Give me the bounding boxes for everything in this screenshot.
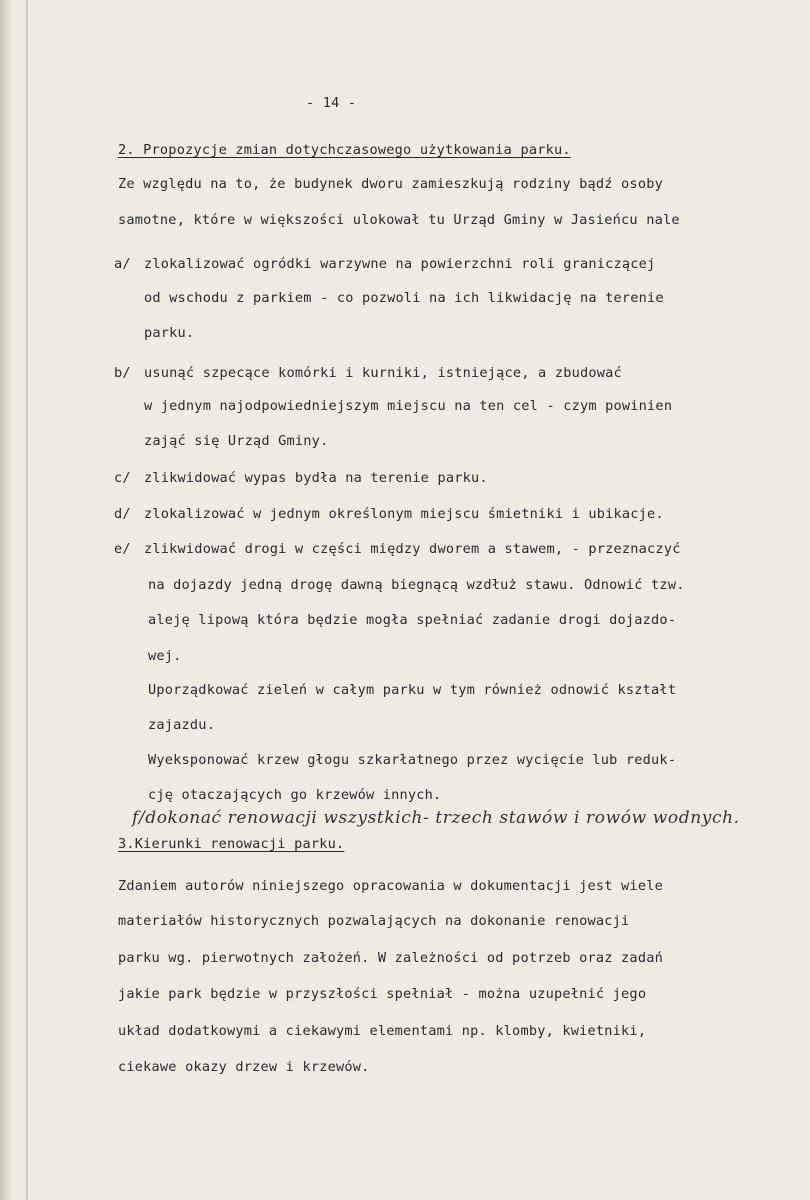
item-e-line-1: zlikwidować drogi w części między dworem a stawem, - przeznaczyć xyxy=(144,541,681,557)
item-e-line-3: aleję lipową która będzie mogła spełniać zadanie drogi dojazdo- xyxy=(148,612,677,628)
item-c-line-1: zlikwidować wypas bydła na terenie parku. xyxy=(144,470,488,486)
item-e-line-2: na dojazdy jedną drogę dawną biegnącą wzdłuż stawu. Odnowić tzw. xyxy=(148,577,685,593)
item-e-line-6: zajazdu. xyxy=(148,717,216,733)
item-e-marker: e/ xyxy=(114,541,131,557)
item-e-line-4: wej. xyxy=(148,648,182,664)
item-c-marker: c/ xyxy=(114,470,131,486)
paragraph-line-5: układ dodatkowymi a ciekawymi elementami np. klomby, kwietniki, xyxy=(118,1023,647,1039)
item-d-line-1: zlokalizować w jednym określonym miejscu śmietniki i ubikacje. xyxy=(144,506,664,522)
intro-line-1: Ze względu na to, że budynek dworu zamieszkują rodziny bądź osoby xyxy=(118,176,663,192)
item-e-line-7: Wyeksponować krzew głogu szkarłatnego przez wycięcie lub reduk- xyxy=(148,752,677,768)
paragraph-line-4: jakie park będzie w przyszłości spełniał - można uzupełnić jego xyxy=(118,986,647,1002)
item-e-line-1-clip xyxy=(144,537,810,563)
intro-line-2: samotne, które w większości ulokował tu Urząd Gminy w Jasieńcu nale xyxy=(118,212,680,228)
paragraph-line-3: parku wg. pierwotnych założeń. W zależności od potrzeb oraz zadań xyxy=(118,950,663,966)
paragraph-line-1: Zdaniem autorów niniejszego opracowania w dokumentacji jest wiele xyxy=(118,878,663,894)
handwritten-note: f/dokonać renowacji wszystkich- trzech stawów i rowów wodnych. xyxy=(132,808,740,828)
item-b-line-2: w jednym najodpowiedniejszym miejscu na ten cel - czym powinien xyxy=(144,398,673,414)
item-b-line-3: zająć się Urząd Gminy. xyxy=(144,433,329,449)
paragraph-line-6: ciekawe okazy drzew i krzewów. xyxy=(118,1059,370,1075)
item-a-line-3: parku. xyxy=(144,325,195,341)
item-a-marker: a/ xyxy=(114,256,131,272)
section-3-heading: 3.Kierunki renowacji parku. xyxy=(118,836,345,852)
item-e-line-8: cję otaczających go krzewów innych. xyxy=(148,787,442,803)
item-b-marker: b/ xyxy=(114,365,131,381)
paragraph-line-2: materiałów historycznych pozwalających na dokonanie renowacji xyxy=(118,913,630,929)
item-d-marker: d/ xyxy=(114,506,131,522)
item-e-line-5: Uporządkować zieleń w całym parku w tym również odnowić kształt xyxy=(148,682,677,698)
item-b-line-1: usunąć szpecące komórki i kurniki, istniejące, a zbudować xyxy=(144,365,622,381)
item-a-line-2: od wschodu z parkiem - co pozwoli na ich likwidację na terenie xyxy=(144,290,664,306)
item-a-line-1: zlokalizować ogródki warzywne na powierzchni roli graniczącej xyxy=(144,256,656,272)
section-2-heading: 2. Propozycje zmian dotychczasowego użytkowania parku. xyxy=(118,142,571,158)
page-number: - 14 - xyxy=(306,95,357,111)
